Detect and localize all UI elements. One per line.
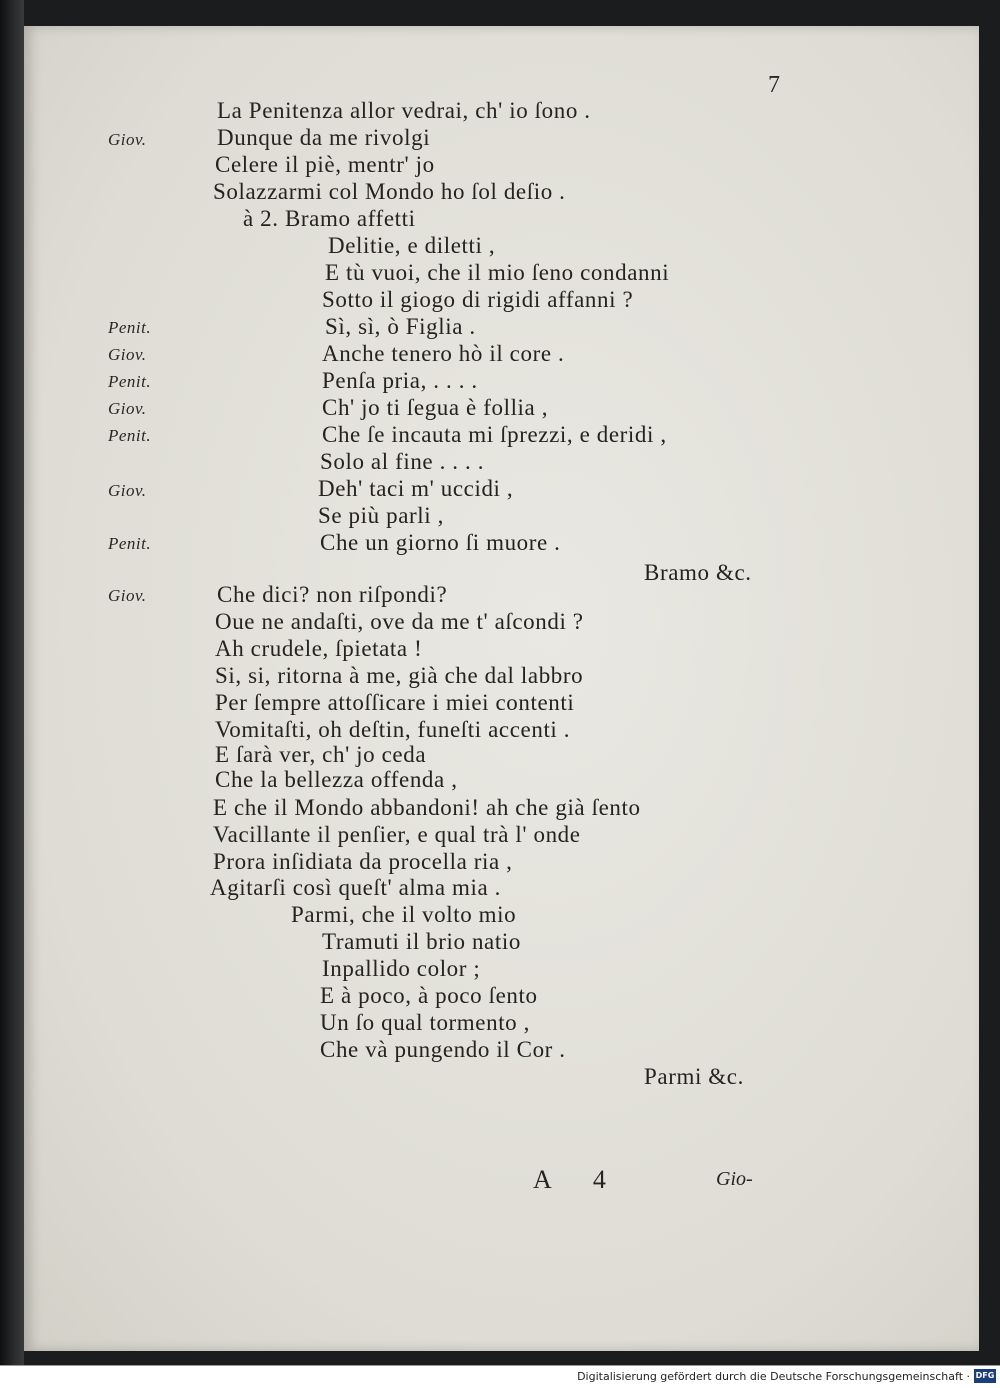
verse-line: Dunque da me rivolgi xyxy=(217,125,431,150)
verse-line: Delitie, e diletti , xyxy=(328,233,496,258)
verse-line: Vacillante il penſier, e qual trà l' onde xyxy=(213,822,581,847)
book-spine-edge xyxy=(0,0,24,1365)
speaker-label: Giov. xyxy=(108,130,147,149)
speaker-label: Giov. xyxy=(108,586,147,605)
speaker-label: Giov. xyxy=(108,345,147,364)
verse-line: Oue ne andaſti, ove da me t' aſcondi ? xyxy=(215,609,584,634)
verse-line: Deh' taci m' uccidi , xyxy=(318,476,514,501)
verse-line: Per ſempre attoſſicare i miei contenti xyxy=(215,690,575,715)
verse-line: E ſarà ver, ch' jo ceda xyxy=(215,742,427,767)
verse-line: Che la bellezza offenda , xyxy=(215,767,458,792)
verse-line: Celere il piè, mentr' jo xyxy=(215,152,435,177)
verse-line: Penſa pria, . . . . xyxy=(322,368,478,393)
signature-mark: A 4 xyxy=(533,1165,624,1194)
verse-line: La Penitenza allor vedrai, ch' io ſono . xyxy=(217,98,591,123)
verse-line: Che un giorno ſi muore . xyxy=(320,530,561,555)
verse-line: Parmi &c. xyxy=(644,1064,744,1089)
speaker-label: Penit. xyxy=(108,372,152,391)
verse-line: Se più parli , xyxy=(318,503,444,528)
verse-line: Un ſo qual tormento , xyxy=(320,1010,530,1035)
verse-line: Parmi, che il volto mio xyxy=(291,902,517,927)
speaker-label: Giov. xyxy=(108,399,147,418)
verse-line: Tramuti il brio natio xyxy=(322,929,521,954)
verse-line: Ch' jo ti ſegua è follia , xyxy=(322,395,549,420)
speaker-label: Penit. xyxy=(108,534,152,553)
verse-line: Agitarſi così queſt' alma mia . xyxy=(210,875,502,900)
verse-line: Sì, sì, ò Figlia . xyxy=(325,314,476,339)
verse-line: Solo al fine . . . . xyxy=(320,449,485,474)
verse-line: Sotto il giogo di rigidi affanni ? xyxy=(322,287,634,312)
verse-line: Ah crudele, ſpietata ! xyxy=(215,636,423,661)
verse-line: E tù vuoi, che il mio ſeno condanni xyxy=(325,260,670,285)
verse-line: Che ſe incauta mi ſprezzi, e deridi , xyxy=(322,422,667,447)
verse-line: Che và pungendo il Cor . xyxy=(320,1037,566,1062)
speaker-label: Penit. xyxy=(108,318,152,337)
page-number: 7 xyxy=(768,72,780,98)
dfg-logo-icon: DFG xyxy=(974,1369,996,1383)
verse-line: Vomitaſti, oh deſtin, funeſti accenti . xyxy=(215,717,571,742)
verse-line: Che dici? non riſpondi? xyxy=(217,582,448,607)
verse-line: Si, si, ritorna à me, già che dal labbro xyxy=(215,663,584,688)
verse-line: Anche tenero hò il core . xyxy=(322,341,565,366)
verse-line: Prora inſidiata da procella ria , xyxy=(213,849,513,874)
speaker-label: Penit. xyxy=(108,426,152,445)
verse-line: Bramo &c. xyxy=(644,560,752,585)
verse-line: E à poco, à poco ſento xyxy=(320,983,538,1008)
verse-line: à 2. Bramo affetti xyxy=(243,206,416,231)
verse-line: E che il Mondo abbandoni! ah che già ſento xyxy=(213,795,641,820)
verse-line: Inpallido color ; xyxy=(322,956,481,981)
speaker-label: Giov. xyxy=(108,481,147,500)
credit-text: Digitalisierung gefördert durch die Deutsche Forschungsgemeinschaft · xyxy=(577,1370,970,1383)
verse-line: Solazzarmi col Mondo ho ſol deſio . xyxy=(213,179,566,204)
catchword: Gio- xyxy=(716,1168,753,1190)
digitization-credit-bar xyxy=(0,1365,1000,1388)
